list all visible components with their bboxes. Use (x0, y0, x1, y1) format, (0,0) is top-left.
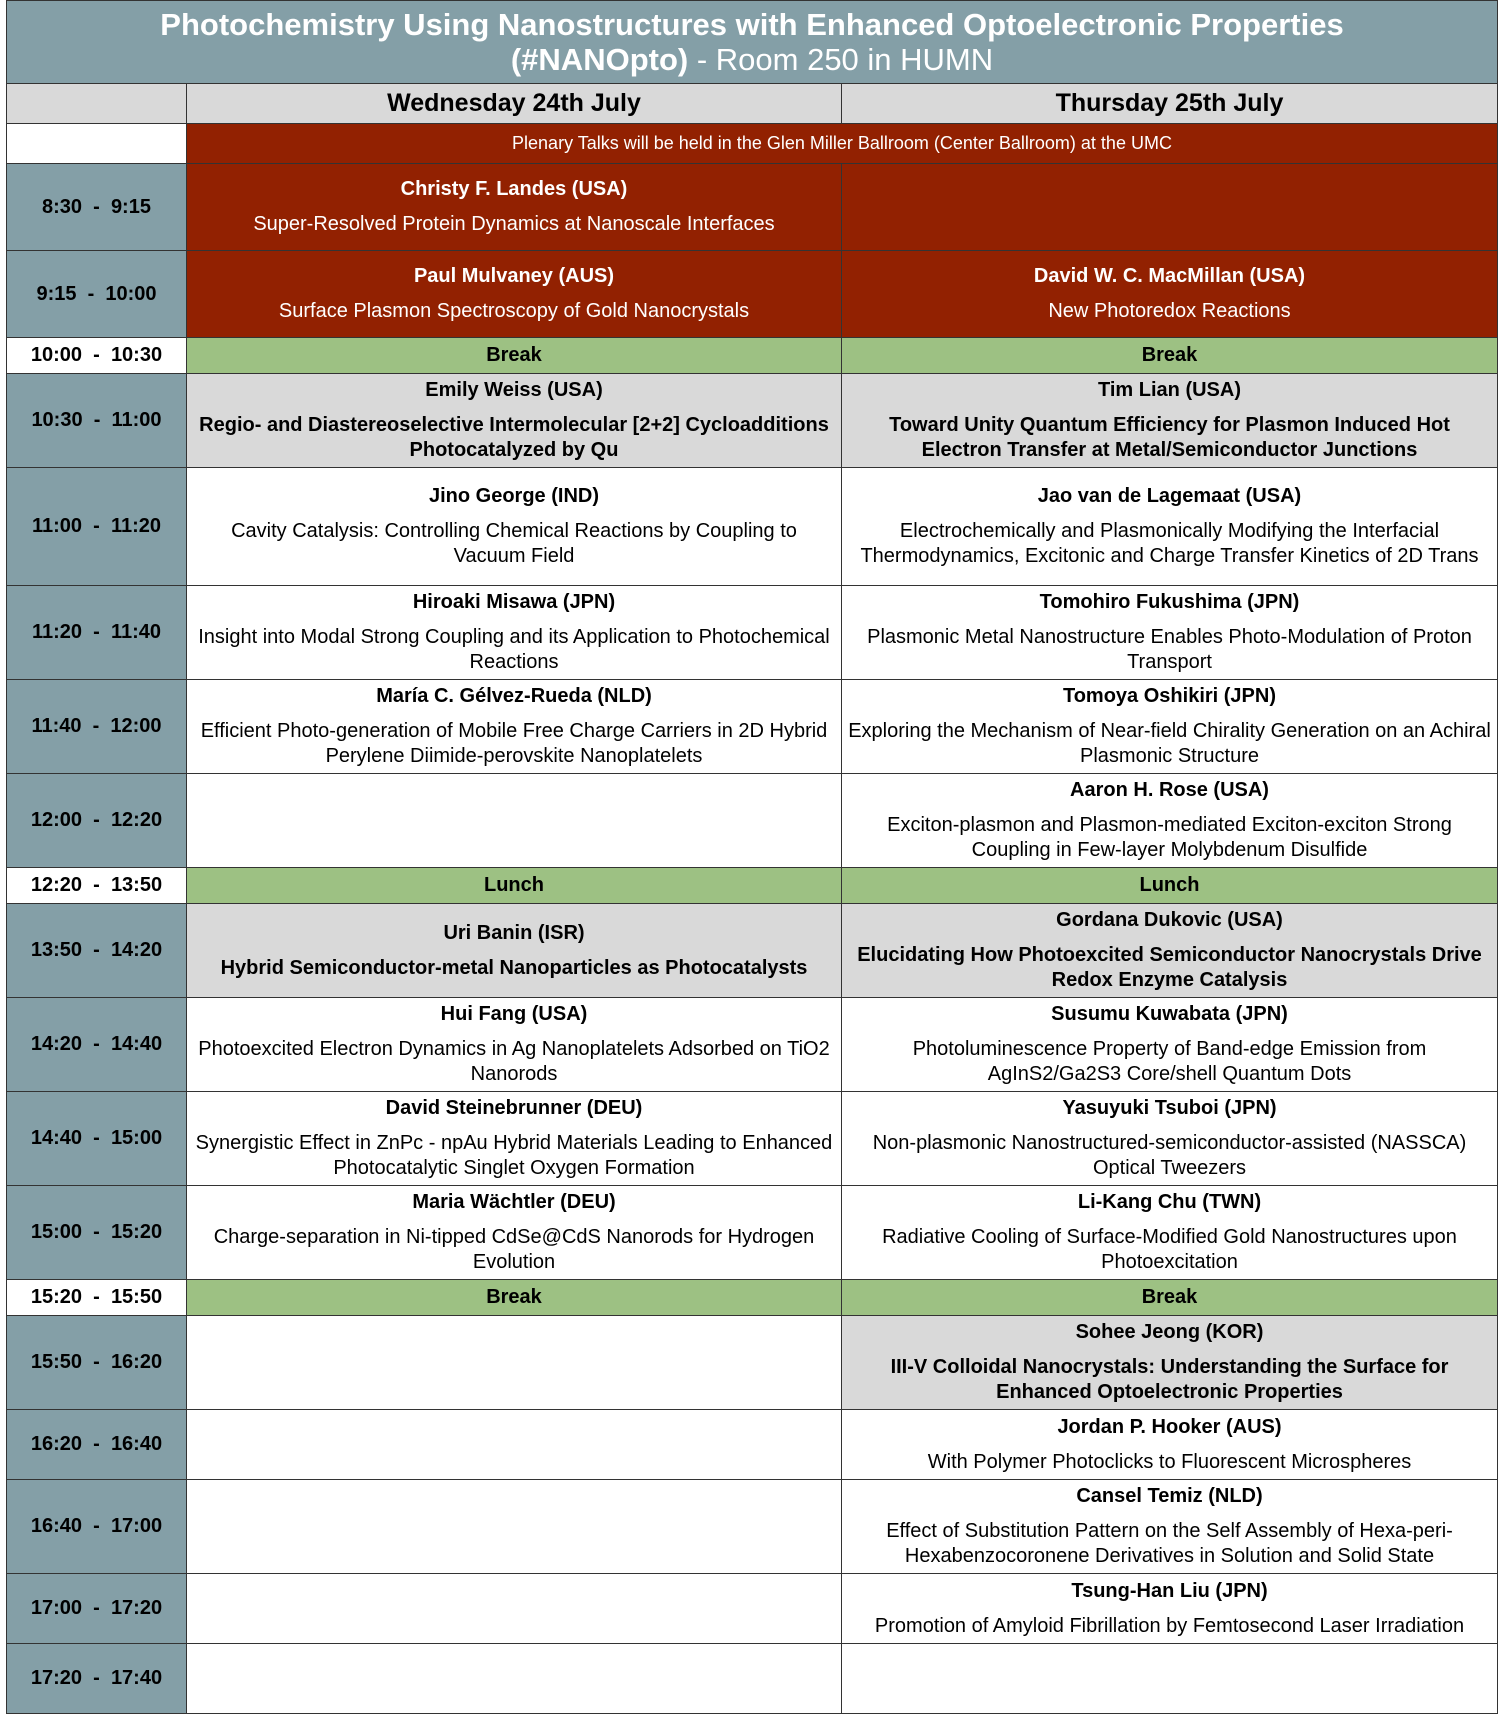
time-start: 15:50 (30, 1351, 83, 1373)
time-end: 13:50 (110, 874, 163, 896)
talk-title: Plasmonic Metal Nanostructure Enables Photo-Modulation of Proton Transport (867, 626, 1472, 673)
spacer (848, 709, 1491, 719)
timeslot-row (7, 1644, 1498, 1714)
time-end: 17:00 (110, 1515, 163, 1537)
break-row (7, 868, 1498, 904)
title-line-1: Photochemistry Using Nanostructures with Enhanced Optoelectronic Properties (160, 7, 1344, 42)
speaker-name: Christy F. Landes (USA) (400, 178, 628, 200)
time-separator: - (82, 1033, 111, 1055)
time-start: 12:00 (30, 809, 83, 831)
title-room: - Room 250 in HUMN (688, 42, 994, 77)
plenary-note: Plenary Talks will be held in the Glen Miller Ballroom (Center Ballroom) at the UMC (187, 124, 1498, 164)
speaker-name: David W. C. MacMillan (USA) (1033, 265, 1306, 287)
time-slot (7, 1644, 187, 1714)
spacer (848, 1440, 1491, 1450)
time-separator: - (82, 344, 111, 366)
timeslot-row (7, 468, 1498, 586)
timeslot-row (7, 1316, 1498, 1410)
timeslot-row (7, 904, 1498, 998)
time-start: 10:30 (31, 409, 83, 431)
talk-title: Toward Unity Quantum Efficiency for Plasmon Induced Hot Electron Transfer at Metal/Semiconductor Junctions (889, 414, 1450, 461)
wed-session-cell (187, 1092, 842, 1186)
wed-session-cell (187, 468, 842, 586)
time-start: 16:20 (30, 1433, 83, 1455)
talk-title: Non-plasmonic Nanostructured-semiconductor-assisted (NASSCA) Optical Tweezers (872, 1132, 1467, 1179)
time-start: 11:40 (31, 715, 82, 737)
thu-session-cell (842, 374, 1498, 468)
time-start: 16:40 (30, 1515, 83, 1537)
talk-title: Electrochemically and Plasmonically Modifying the Interfacial Thermodynamics, Excitonic and Charge Transfer Kinetics of 2D Trans (860, 520, 1479, 567)
day-header-row (7, 84, 1498, 124)
spacer (193, 709, 835, 719)
time-start: 17:00 (30, 1597, 83, 1619)
thu-break-cell: Break (842, 338, 1498, 374)
wed-session-cell (187, 586, 842, 680)
timeslot-row (7, 1186, 1498, 1280)
time-end: 12:20 (110, 809, 163, 831)
time-slot (7, 868, 187, 904)
spacer (848, 933, 1491, 943)
time-separator: - (76, 282, 106, 305)
time-end: 17:20 (110, 1597, 163, 1619)
wed-session-cell (187, 1644, 842, 1714)
time-column-header (7, 84, 187, 124)
speaker-name: Li-Kang Chu (TWN) (1077, 1191, 1262, 1213)
spacer (848, 1345, 1491, 1355)
talk-title: New Photoredox Reactions (1048, 300, 1291, 322)
talk-title: Elucidating How Photoexcited Semiconductor Nanocrystals Drive Redox Enzyme Catalysis (857, 944, 1482, 991)
time-slot (7, 774, 187, 868)
thu-session-cell (842, 998, 1498, 1092)
spacer (193, 509, 835, 519)
spacer (848, 1604, 1491, 1614)
time-slot (7, 1316, 187, 1410)
time-separator: - (82, 515, 111, 537)
speaker-name: María C. Gélvez-Rueda (NLD) (376, 685, 652, 707)
time-separator: - (82, 1515, 111, 1537)
thu-session-cell (842, 586, 1498, 680)
speaker-name: Jordan P. Hooker (AUS) (1057, 1415, 1282, 1438)
thu-session-cell (842, 468, 1498, 586)
time-start: 14:20 (30, 1033, 83, 1055)
talk-title: With Polymer Photoclicks to Fluorescent Microspheres (927, 1450, 1412, 1473)
speaker-name: Hiroaki Misawa (JPN) (412, 591, 616, 613)
day-header-thursday: Thursday 25th July (842, 84, 1498, 124)
time-separator: - (82, 1351, 111, 1373)
time-slot (7, 680, 187, 774)
time-start: 10:00 (30, 344, 83, 366)
spacer (848, 1509, 1491, 1519)
time-slot (7, 1410, 187, 1480)
time-slot (7, 1186, 187, 1280)
spacer (193, 289, 835, 299)
wed-session-cell (187, 1186, 842, 1280)
speaker-name: Hui Fang (USA) (440, 1003, 588, 1025)
time-end: 10:30 (110, 344, 163, 366)
speaker-name: Cansel Temiz (NLD) (1076, 1485, 1263, 1507)
time-start: 11:20 (31, 621, 83, 643)
thu-break-cell: Lunch (842, 868, 1498, 904)
time-slot (7, 164, 187, 251)
wed-session-cell (187, 374, 842, 468)
time-end: 15:20 (110, 1221, 163, 1243)
talk-title: Super-Resolved Protein Dynamics at Nanoscale Interfaces (253, 213, 775, 235)
talk-title: Synergistic Effect in ZnPc - npAu Hybrid Materials Leading to Enhanced Photocatalytic Singlet Oxygen Formation (195, 1132, 833, 1179)
time-end: 16:20 (110, 1351, 163, 1373)
wed-session-cell (187, 998, 842, 1092)
spacer (848, 1121, 1491, 1131)
time-separator: - (82, 409, 112, 431)
spacer (848, 1027, 1491, 1037)
talk-title: Charge-separation in Ni-tipped CdSe@CdS Nanorods for Hydrogen Evolution (213, 1226, 815, 1273)
spacer (193, 1121, 835, 1131)
time-end: 11:20 (110, 515, 161, 537)
talk-title: Photoluminescence Property of Band-edge Emission from AgInS2/Ga2S3 Core/shell Quantum Dots (912, 1038, 1427, 1085)
thu-session-cell (842, 1480, 1498, 1574)
speaker-name: Tomoya Oshikiri (JPN) (1062, 685, 1276, 707)
time-separator: - (82, 1221, 111, 1243)
thu-session-cell (842, 680, 1498, 774)
time-start: 8:30 (42, 195, 83, 218)
spacer (848, 1215, 1491, 1225)
wed-session-cell (187, 1480, 842, 1574)
spacer (193, 1027, 835, 1037)
speaker-name: Emily Weiss (USA) (425, 379, 603, 401)
time-separator: - (82, 939, 111, 961)
time-start: 12:20 (30, 874, 83, 896)
speaker-name: Uri Banin (ISR) (443, 921, 585, 944)
time-end: 15:00 (110, 1127, 163, 1149)
time-slot (7, 1280, 187, 1316)
thu-session-cell (842, 1092, 1498, 1186)
time-slot (7, 374, 187, 468)
wed-break-cell: Break (187, 338, 842, 374)
talk-title: Cavity Catalysis: Controlling Chemical Reactions by Coupling to Vacuum Field (231, 520, 797, 567)
title-row (7, 1, 1498, 84)
talk-title: Photoexcited Electron Dynamics in Ag Nanoplatelets Adsorbed on TiO2 Nanorods (198, 1038, 830, 1085)
spacer (848, 509, 1491, 519)
spacer (193, 403, 835, 413)
wed-session-cell (187, 1316, 842, 1410)
wed-session-cell (187, 164, 842, 251)
spacer (193, 615, 835, 625)
time-slot (7, 1480, 187, 1574)
title-hashtag: (#NANOpto) (510, 42, 689, 77)
time-separator: - (81, 715, 111, 737)
wed-session-cell (187, 904, 842, 998)
thu-session-cell (842, 774, 1498, 868)
wed-session-cell (187, 251, 842, 338)
time-end: 12:00 (110, 715, 162, 737)
wed-session-cell (187, 1574, 842, 1644)
time-end: 15:50 (110, 1286, 163, 1308)
wed-break-cell: Lunch (187, 868, 842, 904)
spacer (193, 1215, 835, 1225)
timeslot-row (7, 374, 1498, 468)
speaker-name: Yasuyuki Tsuboi (JPN) (1062, 1097, 1277, 1119)
time-start: 15:00 (30, 1221, 83, 1243)
speaker-name: Jino George (IND) (428, 485, 599, 507)
timeslot-row (7, 680, 1498, 774)
time-slot (7, 1574, 187, 1644)
time-end: 16:40 (110, 1433, 163, 1455)
time-slot (7, 1092, 187, 1186)
time-separator: - (82, 1433, 111, 1455)
thu-session-cell (842, 904, 1498, 998)
spacer (193, 946, 835, 956)
wed-session-cell (187, 680, 842, 774)
timeslot-row (7, 1480, 1498, 1574)
talk-title: Surface Plasmon Spectroscopy of Gold Nanocrystals (278, 300, 750, 322)
time-slot (7, 251, 187, 338)
time-slot (7, 998, 187, 1092)
thu-session-cell (842, 164, 1498, 251)
timeslot-row (7, 1410, 1498, 1480)
talk-title: III-V Colloidal Nanocrystals: Understanding the Surface for Enhanced Optoelectronic Properties (890, 1356, 1449, 1403)
wed-session-cell (187, 774, 842, 868)
speaker-name: David Steinebrunner (DEU) (385, 1097, 643, 1119)
thu-session-cell (842, 1410, 1498, 1480)
talk-title: Efficient Photo-generation of Mobile Free Charge Carriers in 2D Hybrid Perylene Diimide-perovskite Nanoplatelets (200, 720, 828, 767)
talk-title: Regio- and Diastereoselective Intermolecular [2+2] Cycloadditions Photocatalyzed by Qu (199, 414, 829, 461)
day-header-wednesday: Wednesday 24th July (187, 84, 842, 124)
thu-break-cell: Break (842, 1280, 1498, 1316)
talk-title: Radiative Cooling of Surface-Modified Gold Nanostructures upon Photoexcitation (882, 1226, 1457, 1273)
spacer (848, 615, 1491, 625)
speaker-name: Susumu Kuwabata (JPN) (1051, 1003, 1288, 1025)
talk-title: Effect of Substitution Pattern on the Self Assembly of Hexa-peri-Hexabenzocoronene Derivatives in Solution and Solid State (886, 1520, 1453, 1567)
time-end: 14:40 (110, 1033, 163, 1055)
talk-title: Insight into Modal Strong Coupling and its Application to Photochemical Reactions (198, 626, 830, 673)
talk-title: Promotion of Amyloid Fibrillation by Femtosecond Laser Irradiation (874, 1614, 1465, 1637)
time-start: 15:20 (30, 1286, 83, 1308)
speaker-name: Tsung-Han Liu (JPN) (1071, 1579, 1268, 1602)
thu-session-cell (842, 1316, 1498, 1410)
time-slot (7, 468, 187, 586)
wed-session-cell (187, 1410, 842, 1480)
speaker-name: Sohee Jeong (KOR) (1075, 1321, 1264, 1343)
time-end: 9:15 (110, 195, 151, 218)
time-slot (7, 904, 187, 998)
talk-title: Exciton-plasmon and Plasmon-mediated Exciton-exciton Strong Coupling in Few-layer Molybdenum Disulfide (887, 814, 1452, 861)
time-slot (7, 338, 187, 374)
time-end: 11:00 (111, 409, 162, 431)
thu-session-cell (842, 1186, 1498, 1280)
thu-session-cell (842, 251, 1498, 338)
spacer (848, 803, 1491, 813)
time-end: 10:00 (105, 282, 157, 305)
speaker-name: Jao van de Lagemaat (USA) (1037, 485, 1302, 507)
speaker-name: Tomohiro Fukushima (JPN) (1039, 591, 1300, 613)
time-start: 9:15 (36, 282, 77, 305)
timeslot-row (7, 164, 1498, 251)
thu-session-cell (842, 1574, 1498, 1644)
plenary-note-blank (7, 124, 187, 164)
timeslot-row (7, 998, 1498, 1092)
time-end: 11:40 (110, 621, 161, 643)
time-separator: - (82, 809, 111, 831)
time-start: 14:40 (30, 1127, 83, 1149)
time-slot (7, 586, 187, 680)
break-row (7, 1280, 1498, 1316)
page-title (7, 1, 1498, 84)
timeslot-row (7, 1574, 1498, 1644)
spacer (848, 403, 1491, 413)
talk-title: Exploring the Mechanism of Near-field Chirality Generation on an Achiral Plasmonic Structure (848, 720, 1491, 767)
spacer (193, 202, 835, 212)
time-start: 13:50 (30, 939, 83, 961)
speaker-name: Aaron H. Rose (USA) (1070, 779, 1269, 801)
plenary-note-row (7, 124, 1498, 164)
speaker-name: Gordana Dukovic (USA) (1056, 909, 1283, 931)
wed-break-cell: Break (187, 1280, 842, 1316)
time-separator: - (82, 1286, 111, 1308)
timeslot-row (7, 586, 1498, 680)
talk-title: Hybrid Semiconductor-metal Nanoparticles as Photocatalysts (220, 956, 808, 979)
time-separator: - (82, 874, 111, 896)
timeslot-row (7, 774, 1498, 868)
time-separator: - (82, 195, 111, 218)
speaker-name: Paul Mulvaney (AUS) (413, 265, 615, 287)
time-separator: - (82, 1127, 111, 1149)
schedule-table (6, 0, 1498, 1714)
break-row (7, 338, 1498, 374)
speaker-name: Tim Lian (USA) (1098, 379, 1241, 401)
time-end: 14:20 (110, 939, 163, 961)
time-end: 17:40 (110, 1667, 163, 1689)
time-start: 11:00 (31, 515, 83, 537)
time-start: 17:20 (30, 1667, 83, 1689)
timeslot-row (7, 1092, 1498, 1186)
time-separator: - (82, 1597, 111, 1619)
thu-session-cell (842, 1644, 1498, 1714)
timeslot-row (7, 251, 1498, 338)
spacer (848, 289, 1491, 299)
time-separator: - (82, 1667, 111, 1689)
time-separator: - (82, 621, 111, 643)
speaker-name: Maria Wächtler (DEU) (412, 1191, 616, 1213)
